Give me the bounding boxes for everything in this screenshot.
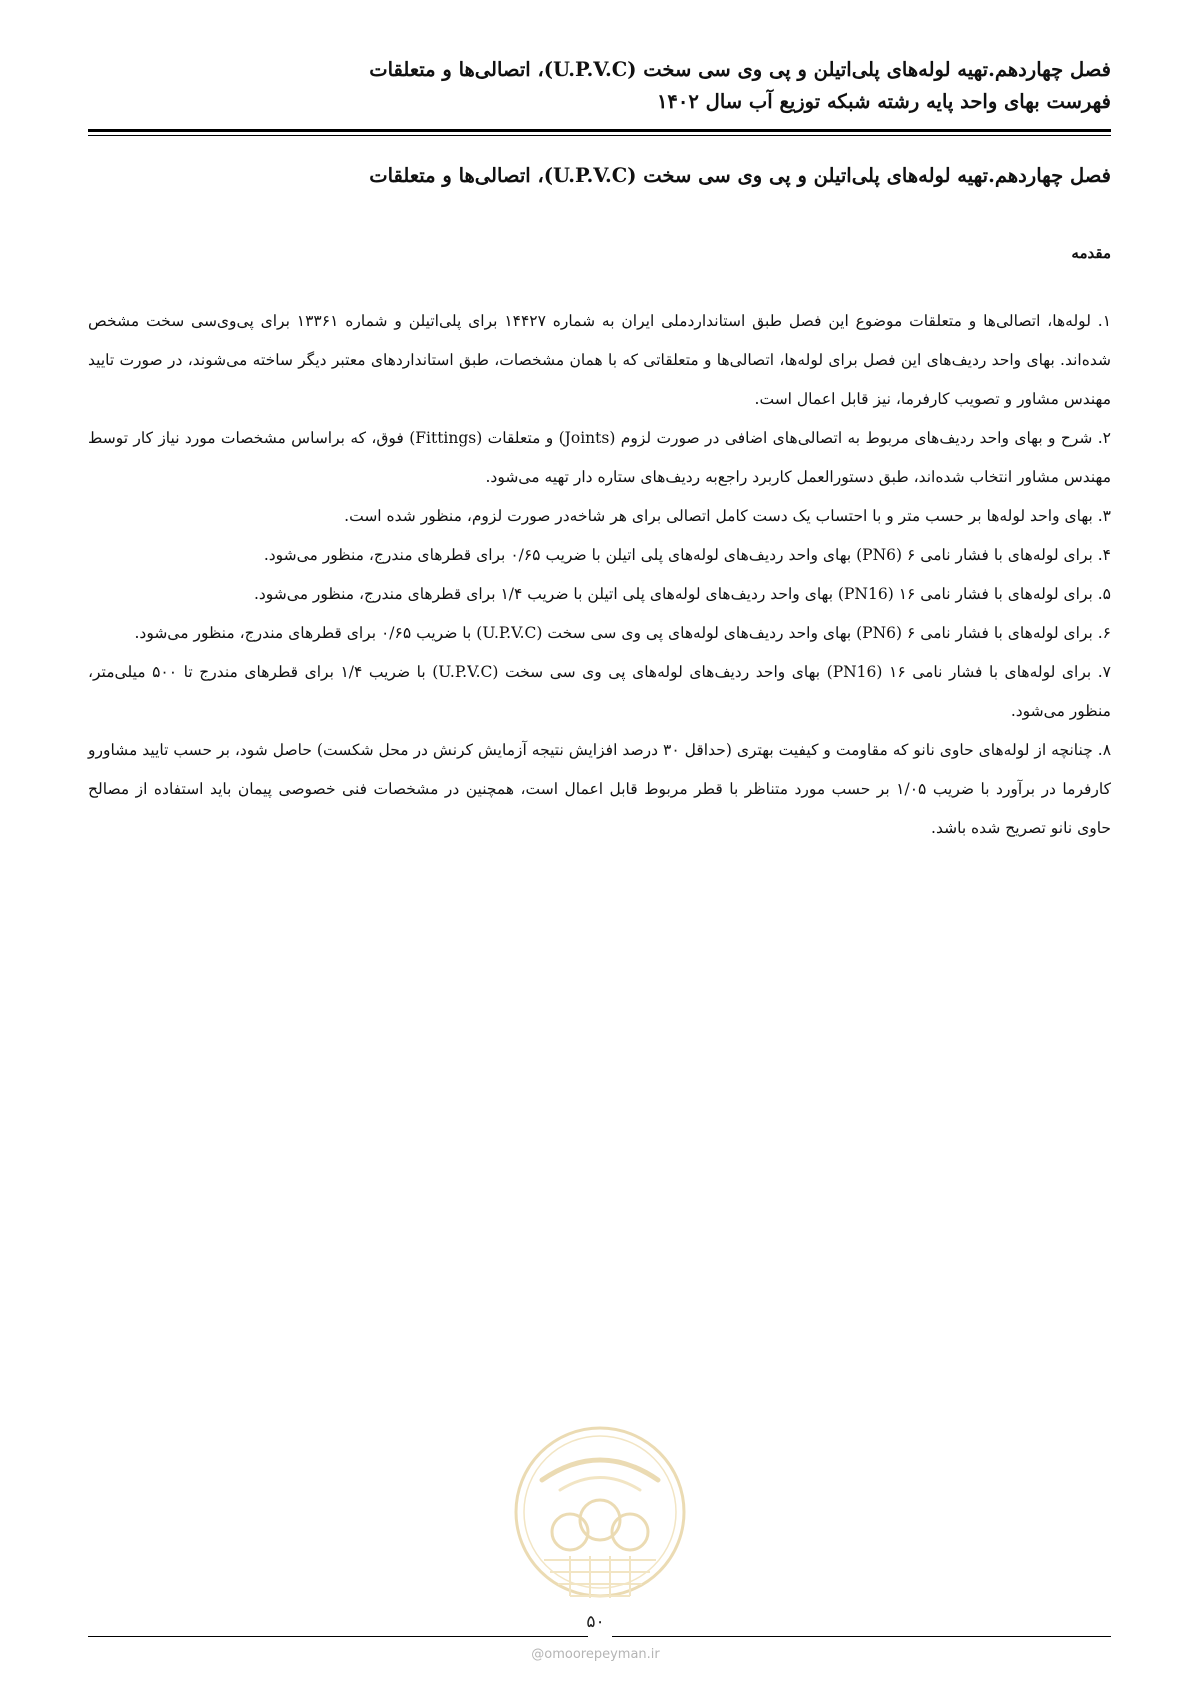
footer-rule-right	[612, 1636, 1111, 1637]
chapter-title: فصل چهاردهم.تهیه لوله‌های پلی‌اتیلن و پی وی سی سخت (U.P.V.C)، اتصالی‌ها و متعلقات	[369, 164, 1111, 187]
paragraph-2: ۲. شرح و بهای واحد ردیف‌های مربوط به اتصالی‌های اضافی در صورت لزوم (Joints) و متعلقات (Fittings) فوق، که براساس مشخصات مورد نیاز کار توسط مهندس مشاور انتخاب شده‌اند، طبق دستورالعمل کاربرد راجع‌به ردیف‌های ستاره دار تهیه می‌شود.	[88, 429, 1111, 486]
page-header	[88, 54, 1111, 118]
watermark-logo	[510, 1420, 690, 1610]
footer-rule-left	[88, 1636, 588, 1637]
intro-heading: مقدمه	[1071, 244, 1111, 262]
paragraph-3: ۳. بهای واحد لوله‌ها بر حسب متر و با احتساب یک دست کامل اتصالی برای هر شاخه‌در صورت لزوم، منظور شده است.	[344, 507, 1111, 525]
body-text	[88, 302, 1111, 848]
page-number: ۵۰	[586, 1612, 605, 1632]
paragraph-4: ۴. برای لوله‌های با فشار نامی ۶ (PN6) بهای واحد ردیف‌های لوله‌های پلی اتیلن با ضریب ۰/۶۵ برای قطرهای مندرج، منظور می‌شود.	[263, 546, 1111, 564]
paragraph-5: ۵. برای لوله‌های با فشار نامی ۱۶ (PN16) بهای واحد ردیف‌های لوله‌های پلی اتیلن با ضریب ۱/۴ برای قطرهای مندرج، منظور می‌شود.	[253, 585, 1111, 603]
paragraph-7: ۷. برای لوله‌های با فشار نامی ۱۶ (PN16) بهای واحد ردیف‌های لوله‌های پی وی سی سخت (U.P.V.C) با ضریب ۱/۴ برای قطرهای مندرج تا ۵۰۰ میلی‌متر، منظور می‌شود.	[88, 663, 1111, 720]
header-chapter-line: فصل چهاردهم.تهیه لوله‌های پلی‌اتیلن و پی وی سی سخت (U.P.V.C)، اتصالی‌ها و متعلقات	[369, 58, 1111, 81]
paragraph-6: ۶. برای لوله‌های با فشار نامی ۶ (PN6) بهای واحد ردیف‌های لوله‌های پی وی سی سخت (U.P.V.C) با ضریب ۰/۶۵ برای قطرهای مندرج، منظور می‌شود.	[134, 624, 1111, 642]
site-url: @omoorepeyman.ir	[531, 1647, 660, 1662]
watermark-seal-icon	[510, 1420, 690, 1610]
header-price-list-line: فهرست بهای واحد پایه رشته شبکه توزیع آب سال ۱۴۰۲	[656, 90, 1111, 113]
paragraph-8: ۸. چنانچه از لوله‌های حاوی نانو که مقاومت و کیفیت بهتری (حداقل ۳۰ درصد افزایش نتیجه آزمایش کرنش در محل شکست) حاصل شود، بر حسب تایید مشاورو کارفرما در برآورد با ضریب ۱/۰۵ بر حسب مورد متناظر با قطر مربوط قابل اعمال است، همچنین در مشخصات فنی خصوصی پیمان باید استفاده از مصالح حاوی نانو تصریح شده باشد.	[88, 741, 1112, 837]
header-rule-thin	[88, 135, 1111, 136]
paragraph-1: ۱. لوله‌ها، اتصالی‌ها و متعلقات موضوع این فصل طبق استانداردملی ایران به شماره ۱۴۴۲۷ برای پلی‌اتیلن و شماره ۱۳۳۶۱ برای پی‌وی‌سی سخت مشخص شده‌اند. بهای واحد ردیف‌های این فصل برای لوله‌ها، اتصالی‌ها و متعلقاتی که با همان مشخصات، طبق استانداردهای معتبر دیگر ساخته می‌شوند، در صورت تایید مهندس مشاور و تصویب کارفرما، نیز قابل اعمال است.	[88, 312, 1112, 408]
header-rule-thick	[88, 129, 1111, 132]
